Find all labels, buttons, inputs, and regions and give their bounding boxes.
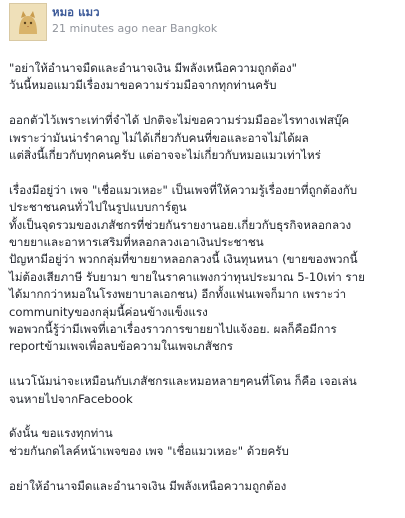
post-line: ไม่ต้องเสียภาษี รับยามา ขายในราคาแพงกว่าทุนประมาณ 5-10เท่า ราย (9, 269, 365, 284)
post-header (0, 0, 405, 52)
post-line: วันนี้หมอแมวมีเรื่องมาขอความร่วมมือจากทุกท่านครับ (9, 78, 277, 93)
post-line: เรื่องมีอยู่ว่า เพจ "เชื่อแมวเหอะ" เป็นเพจที่ให้ความรู้เรื่องยาที่ถูกต้องกับ (9, 182, 358, 197)
post-line: ได้มากกว่าหมอในโรงพยาบาลเอกชน) อีกทั้งแฟนเพจก็มาก เพราะว่า (9, 287, 347, 302)
post-paragraph (9, 182, 401, 356)
post-line: ปัญหามีอยู่ว่า พวกกลุ่มที่ขายยาหลอกลวงนี้ เงินทุนหนา (ขายของพวกนี้ (9, 252, 358, 267)
post-line: ประชาชนคนทั่วไปในรูปแบบการ์ตูน (9, 200, 187, 215)
post-paragraph (9, 112, 401, 164)
post-line: พอพวกนี้รู้ว่ามีเพจที่เอาเรื่องราวการขายยาไปแจ้งอย. ผลก็คือมีการ (9, 322, 337, 337)
cat-avatar-icon (10, 4, 46, 40)
post-line: ช่วยกันกดไลค์หน้าเพจของ เพจ "เชื่อแมวเหอะ" ด้วยครับ (9, 443, 289, 458)
post-paragraph (9, 373, 401, 408)
post-paragraph (9, 60, 401, 95)
author-avatar[interactable] (9, 3, 47, 41)
post-line: communityของกลุ่มนี้ค่อนข้างแข็งแรง (9, 304, 208, 319)
author-name[interactable]: หมอ แมว (52, 5, 100, 19)
post-line: แนวโน้มน่าจะเหมือนกับเภสัชกรและหมอหลายๆคนที่โดน ก็คือ เจอเล่น (9, 374, 357, 389)
post-line: ออกตัวไว้เพราะเท่าที่จำได้ ปกติจะไม่ขอความร่วมมืออะไรทางเฟสบุ๊ค (9, 113, 350, 128)
post-line: แต่สิ่งนี้เกี่ยวกับทุกคนครับ แต่อาจจะไม่เกี่ยวกับหมอแมวเท่าไหร่ (9, 148, 321, 163)
post-timestamp[interactable]: 21 minutes ago near Bangkok (52, 22, 218, 35)
post-line: reportข้ามเพจเพื่อลบข้อความในเพจเภสัชกร (9, 339, 234, 354)
post-line: อย่าให้อำนาจมืดและอำนาจเงิน มีพลังเหนือความถูกต้อง (9, 478, 287, 493)
post-line: ทั้งเป็นจุดรวมของเภสัชกรที่ช่วยกันรายงานอย.เกี่ยวกับธุรกิจหลอกลวง (9, 217, 352, 232)
post-paragraph (9, 478, 401, 495)
post-line: ดังนั้น ขอแรงทุกท่าน (9, 426, 113, 441)
post-body (9, 60, 401, 495)
post-line: จนหายไปจากFacebook (9, 391, 133, 406)
post-line: "อย่าให้อำนาจมืดและอำนาจเงิน มีพลังเหนือความถูกต้อง" (9, 61, 298, 75)
post-line: ขายยาและอาหารเสริมที่หลอกลวงเอาเงินประชาชน (9, 235, 264, 250)
post-paragraph (9, 425, 401, 460)
post-line: เพราะว่ามันน่ารำคาญ ไม่ได้เกี่ยวกับคนที่ขอและอาจไม่ได้ผล (9, 130, 309, 145)
